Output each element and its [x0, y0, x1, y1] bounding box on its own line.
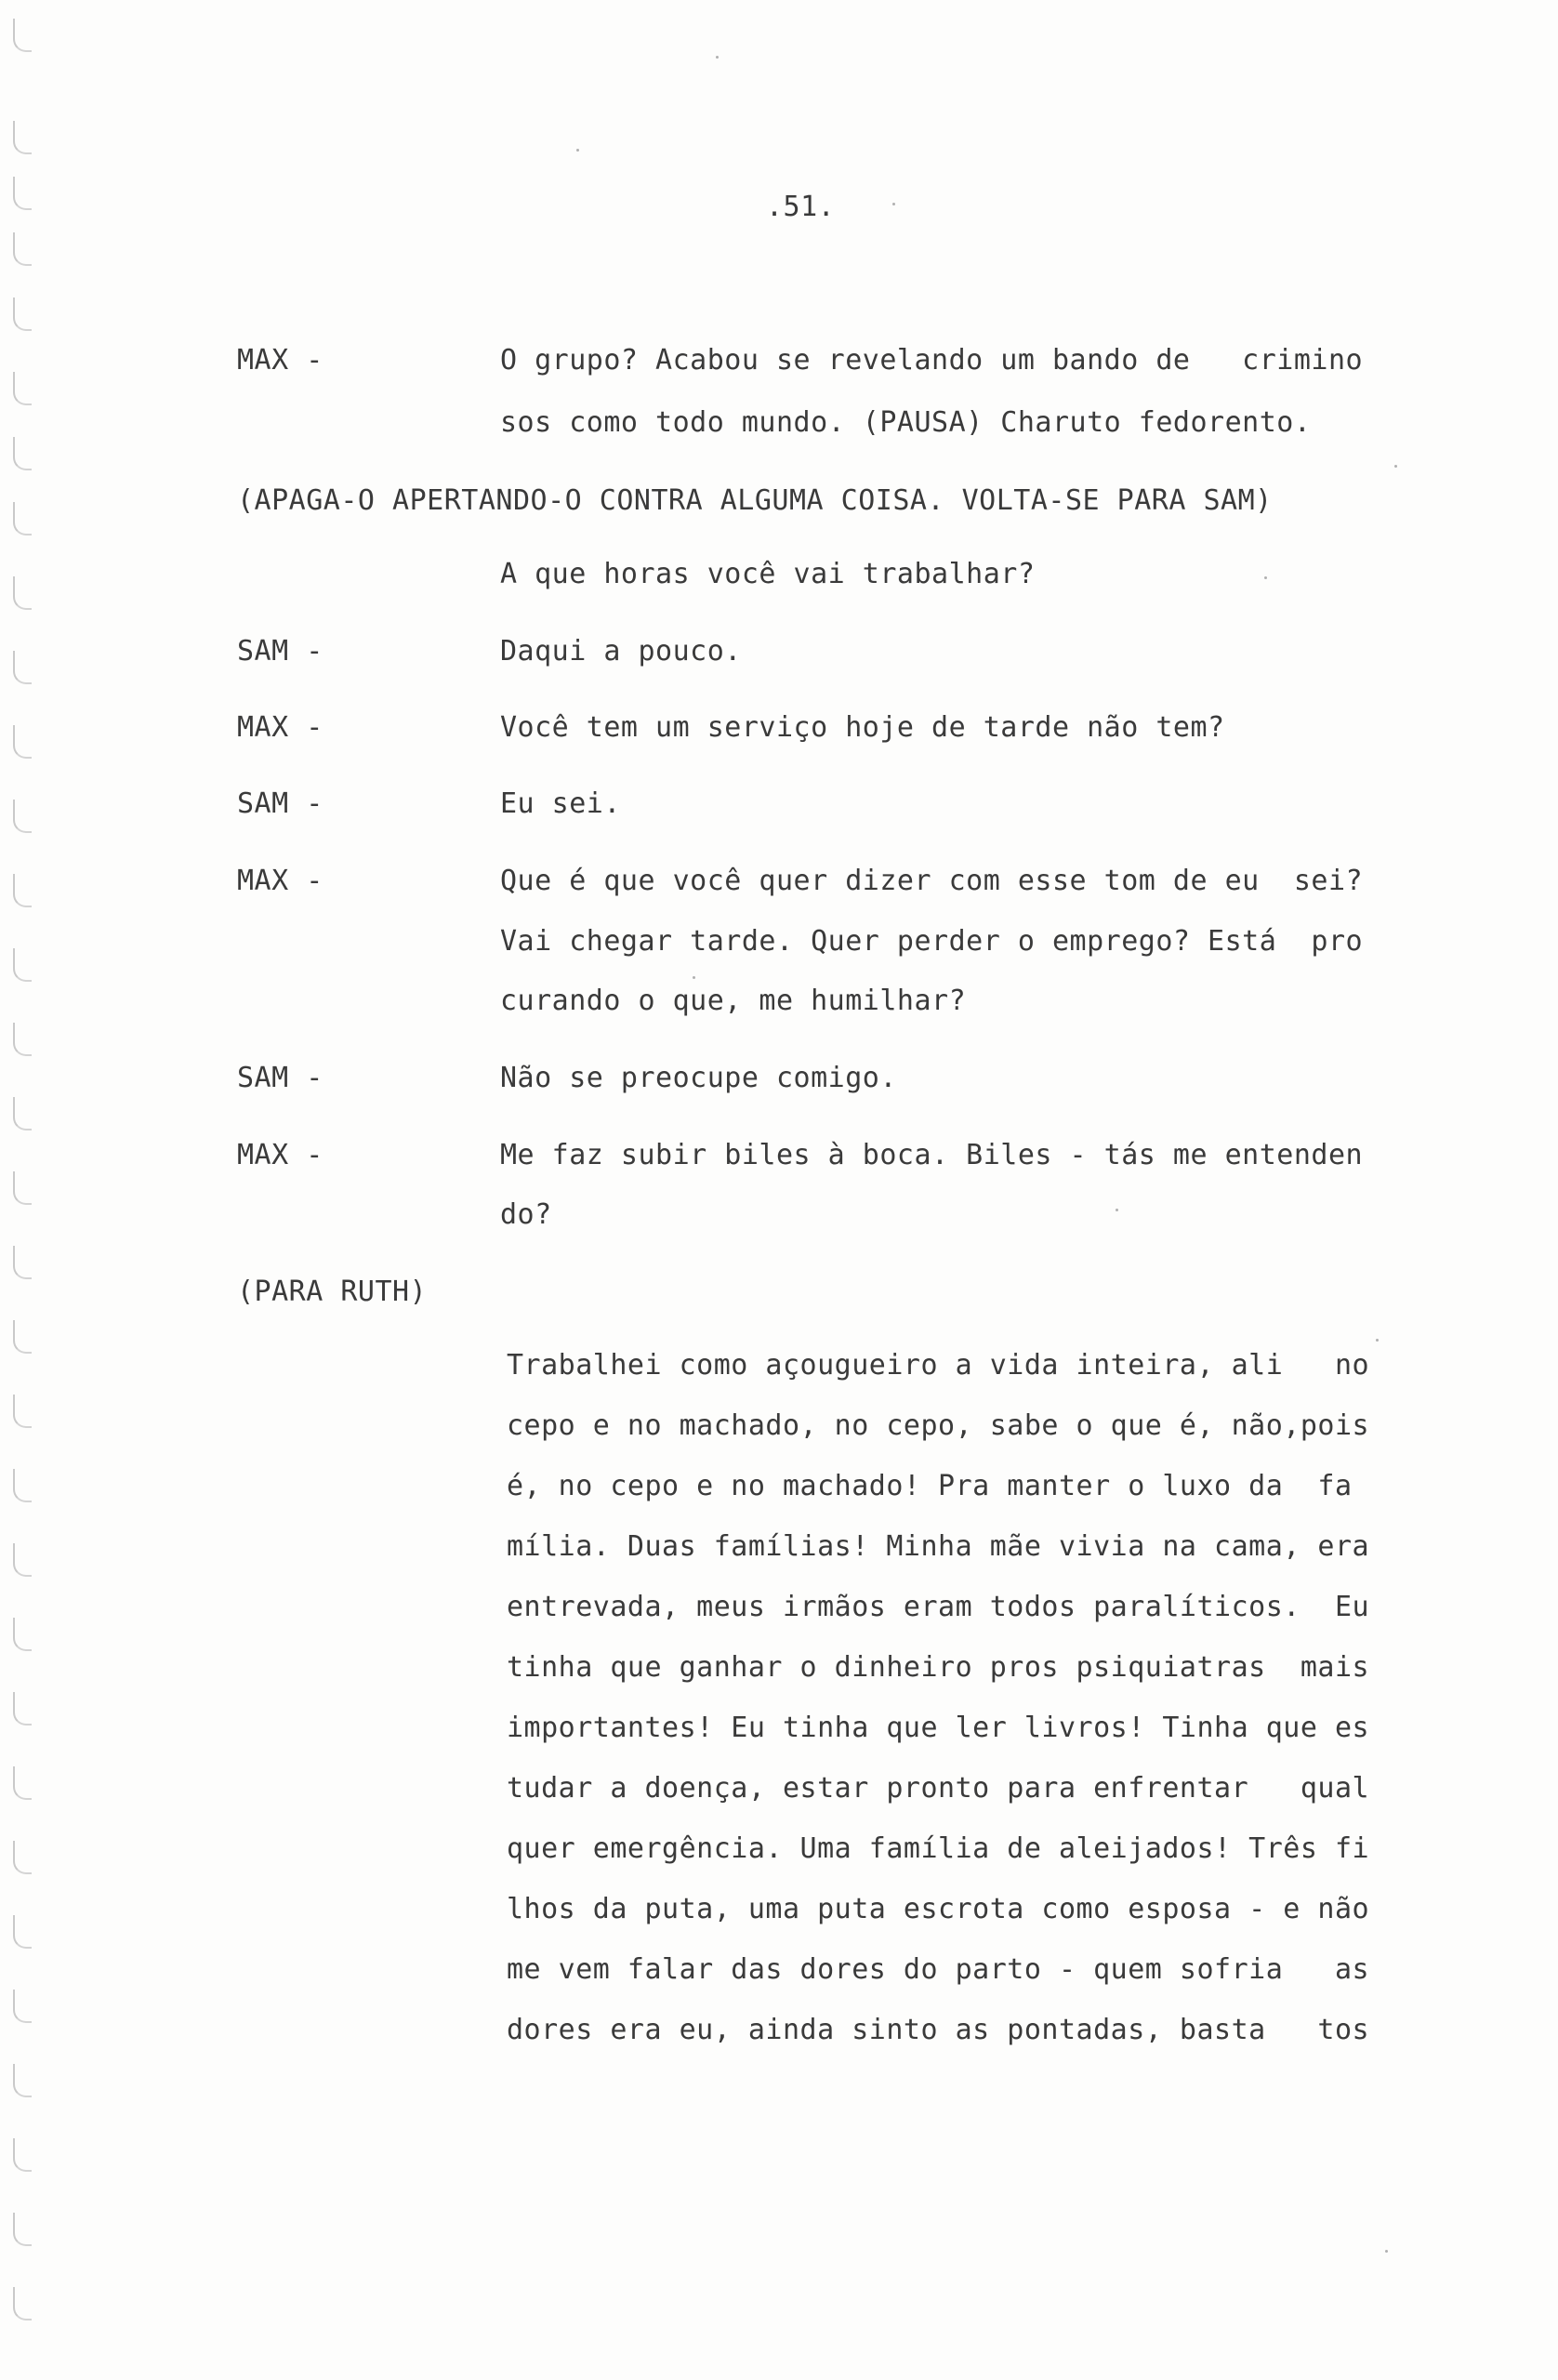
- scan-speckle: [693, 976, 695, 979]
- speech-line: tudar a doença, estar pronto para enfrentar qual: [507, 1772, 1370, 1805]
- speech-line: entrevada, meus irmãos eram todos paralíticos. Eu: [507, 1591, 1370, 1623]
- dialogue-line: Me faz subir biles à boca. Biles - tás me entenden: [500, 1139, 1364, 1171]
- speaker-label: MAX -: [237, 344, 323, 377]
- speech-line: dores era eu, ainda sinto as pontadas, basta tos: [507, 2014, 1370, 2046]
- speaker-label: SAM -: [237, 787, 323, 820]
- speech-line: quer emergência. Uma família de aleijados! Três fi: [507, 1832, 1370, 1865]
- speaker-label: MAX -: [237, 865, 323, 897]
- scan-speckle: [1385, 2250, 1388, 2253]
- page-number: .51.: [766, 191, 836, 223]
- dialogue-line: Vai chegar tarde. Quer perder o emprego? Está pro: [500, 925, 1364, 958]
- dialogue-line: Não se preocupe comigo.: [500, 1062, 897, 1094]
- scan-speckle: [1264, 576, 1267, 579]
- speaker-label: SAM -: [237, 635, 323, 668]
- dialogue-line: Você tem um serviço hoje de tarde não tem?: [500, 711, 1225, 744]
- scan-speckle: [1376, 1339, 1379, 1342]
- scan-speckle: [1116, 1209, 1118, 1211]
- dialogue-line: A que horas você vai trabalhar?: [500, 558, 1036, 590]
- scan-speckle: [1394, 465, 1397, 468]
- dialogue-line: Daqui a pouco.: [500, 635, 742, 668]
- binding-holes-decoration: [7, 19, 45, 2343]
- speech-line: tinha que ganhar o dinheiro pros psiquiatras mais: [507, 1651, 1370, 1684]
- speaker-label: MAX -: [237, 711, 323, 744]
- scan-speckle: [892, 203, 895, 205]
- speech-line: importantes! Eu tinha que ler livros! Tinha que es: [507, 1712, 1370, 1744]
- speech-line: lhos da puta, uma puta escrota como esposa - e não: [507, 1893, 1370, 1925]
- speaker-label: SAM -: [237, 1062, 323, 1094]
- speech-line: me vem falar das dores do parto - quem sofria as: [507, 1953, 1370, 1986]
- speech-line: é, no cepo e no machado! Pra manter o luxo da fa: [507, 1470, 1353, 1502]
- dialogue-line: Que é que você quer dizer com esse tom de eu sei?: [500, 865, 1364, 897]
- speaker-label: MAX -: [237, 1139, 323, 1171]
- dialogue-line: do?: [500, 1198, 552, 1231]
- stage-direction: (APAGA-O APERTANDO-O CONTRA ALGUMA COISA. VOLTA-SE PARA SAM): [237, 484, 1273, 517]
- dialogue-line: O grupo? Acabou se revelando um bando de crimino: [500, 344, 1364, 377]
- scan-speckle: [716, 56, 719, 59]
- speech-line: cepo e no machado, no cepo, sabe o que é, não,pois: [507, 1409, 1370, 1442]
- speech-line: Trabalhei como açougueiro a vida inteira, ali no: [507, 1349, 1370, 1382]
- scan-speckle: [576, 149, 579, 152]
- dialogue-line: Eu sei.: [500, 787, 621, 820]
- speech-line: mília. Duas famílias! Minha mãe vivia na cama, era: [507, 1530, 1370, 1563]
- stage-direction: (PARA RUTH): [237, 1276, 428, 1308]
- dialogue-line: sos como todo mundo. (PAUSA) Charuto fedorento.: [500, 406, 1312, 439]
- dialogue-line: curando o que, me humilhar?: [500, 985, 967, 1017]
